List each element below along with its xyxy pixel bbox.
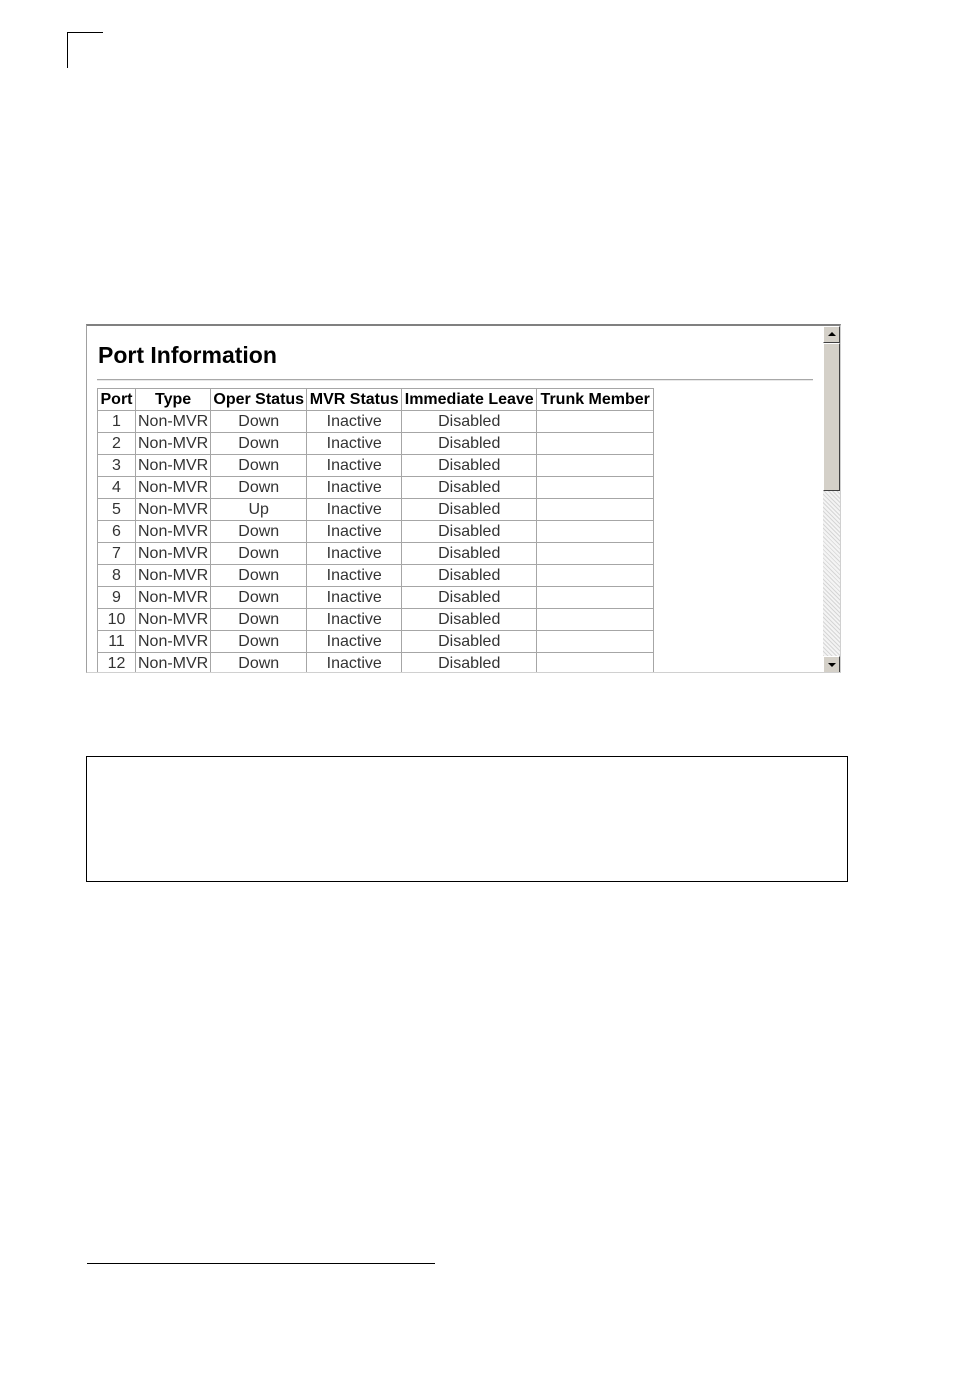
cell-mvr-status: Inactive <box>307 477 402 499</box>
footnote-divider <box>87 1263 435 1264</box>
cell-oper-status: Down <box>211 653 307 674</box>
column-header-type: Type <box>136 389 211 411</box>
cell-port: 7 <box>98 543 136 565</box>
table-row <box>98 477 654 499</box>
cell-oper-status: Down <box>211 411 307 433</box>
column-header-port: Port <box>98 389 136 411</box>
cell-mvr-status: Inactive <box>307 455 402 477</box>
cell-port: 3 <box>98 455 136 477</box>
cell-trunk-member <box>537 543 654 565</box>
table-row <box>98 565 654 587</box>
cell-mvr-status: Inactive <box>307 609 402 631</box>
scroll-down-button[interactable] <box>823 656 840 673</box>
table-row <box>98 499 654 521</box>
note-box <box>86 756 848 882</box>
cell-mvr-status: Inactive <box>307 631 402 653</box>
cell-port: 1 <box>98 411 136 433</box>
cell-mvr-status: Inactive <box>307 565 402 587</box>
cell-mvr-status: Inactive <box>307 521 402 543</box>
port-information-table <box>97 388 654 673</box>
cell-type: Non-MVR <box>136 587 211 609</box>
arrow-up-icon <box>828 332 836 336</box>
table-row <box>98 653 654 674</box>
cell-oper-status: Down <box>211 565 307 587</box>
page-title: Port Information <box>98 342 277 368</box>
cell-immediate-leave: Disabled <box>402 543 537 565</box>
cell-type: Non-MVR <box>136 653 211 674</box>
cell-port: 9 <box>98 587 136 609</box>
cell-type: Non-MVR <box>136 455 211 477</box>
column-header-immediate-leave: Immediate Leave <box>402 389 537 411</box>
cell-mvr-status: Inactive <box>307 411 402 433</box>
cell-oper-status: Up <box>211 499 307 521</box>
cell-immediate-leave: Disabled <box>402 521 537 543</box>
cell-trunk-member <box>537 521 654 543</box>
arrow-down-icon <box>828 663 836 667</box>
cell-immediate-leave: Disabled <box>402 411 537 433</box>
cell-port: 2 <box>98 433 136 455</box>
table-row <box>98 411 654 433</box>
cell-type: Non-MVR <box>136 543 211 565</box>
table-row <box>98 631 654 653</box>
table-body <box>98 411 654 674</box>
cell-port: 5 <box>98 499 136 521</box>
cell-port: 6 <box>98 521 136 543</box>
cell-immediate-leave: Disabled <box>402 477 537 499</box>
scrollbar-thumb[interactable] <box>823 343 840 491</box>
cell-trunk-member <box>537 609 654 631</box>
cell-type: Non-MVR <box>136 521 211 543</box>
cell-trunk-member <box>537 455 654 477</box>
cell-trunk-member <box>537 565 654 587</box>
cell-immediate-leave: Disabled <box>402 433 537 455</box>
cell-oper-status: Down <box>211 521 307 543</box>
cell-oper-status: Down <box>211 609 307 631</box>
cell-immediate-leave: Disabled <box>402 587 537 609</box>
cell-mvr-status: Inactive <box>307 543 402 565</box>
cell-trunk-member <box>537 477 654 499</box>
scroll-up-button[interactable] <box>823 326 840 343</box>
table-row <box>98 521 654 543</box>
cell-mvr-status: Inactive <box>307 587 402 609</box>
cell-oper-status: Down <box>211 543 307 565</box>
cell-immediate-leave: Disabled <box>402 631 537 653</box>
cell-trunk-member <box>537 653 654 674</box>
cell-immediate-leave: Disabled <box>402 609 537 631</box>
column-header-oper-status: Oper Status <box>211 389 307 411</box>
cell-type: Non-MVR <box>136 477 211 499</box>
cell-oper-status: Down <box>211 477 307 499</box>
cell-type: Non-MVR <box>136 433 211 455</box>
cell-trunk-member <box>537 631 654 653</box>
cell-immediate-leave: Disabled <box>402 565 537 587</box>
cell-oper-status: Down <box>211 433 307 455</box>
cell-mvr-status: Inactive <box>307 653 402 674</box>
cell-trunk-member <box>537 587 654 609</box>
table-header-row <box>98 389 654 411</box>
table-row <box>98 455 654 477</box>
window-content <box>87 326 823 673</box>
cell-oper-status: Down <box>211 455 307 477</box>
cell-oper-status: Down <box>211 631 307 653</box>
title-divider <box>97 379 813 381</box>
table-row <box>98 433 654 455</box>
cell-port: 12 <box>98 653 136 674</box>
cell-port: 10 <box>98 609 136 631</box>
port-information-window <box>86 324 841 673</box>
table-row <box>98 609 654 631</box>
cell-type: Non-MVR <box>136 631 211 653</box>
cell-immediate-leave: Disabled <box>402 499 537 521</box>
cell-trunk-member <box>537 411 654 433</box>
cell-type: Non-MVR <box>136 411 211 433</box>
cell-trunk-member <box>537 499 654 521</box>
cell-oper-status: Down <box>211 587 307 609</box>
cell-type: Non-MVR <box>136 565 211 587</box>
cell-type: Non-MVR <box>136 499 211 521</box>
cell-mvr-status: Inactive <box>307 433 402 455</box>
crop-mark <box>67 32 103 68</box>
cell-trunk-member <box>537 433 654 455</box>
cell-port: 11 <box>98 631 136 653</box>
cell-port: 8 <box>98 565 136 587</box>
cell-mvr-status: Inactive <box>307 499 402 521</box>
vertical-scrollbar[interactable] <box>823 326 840 673</box>
column-header-trunk-member: Trunk Member <box>537 389 654 411</box>
table-row <box>98 543 654 565</box>
cell-immediate-leave: Disabled <box>402 653 537 674</box>
column-header-mvr-status: MVR Status <box>307 389 402 411</box>
table-row <box>98 587 654 609</box>
cell-type: Non-MVR <box>136 609 211 631</box>
cell-port: 4 <box>98 477 136 499</box>
cell-immediate-leave: Disabled <box>402 455 537 477</box>
